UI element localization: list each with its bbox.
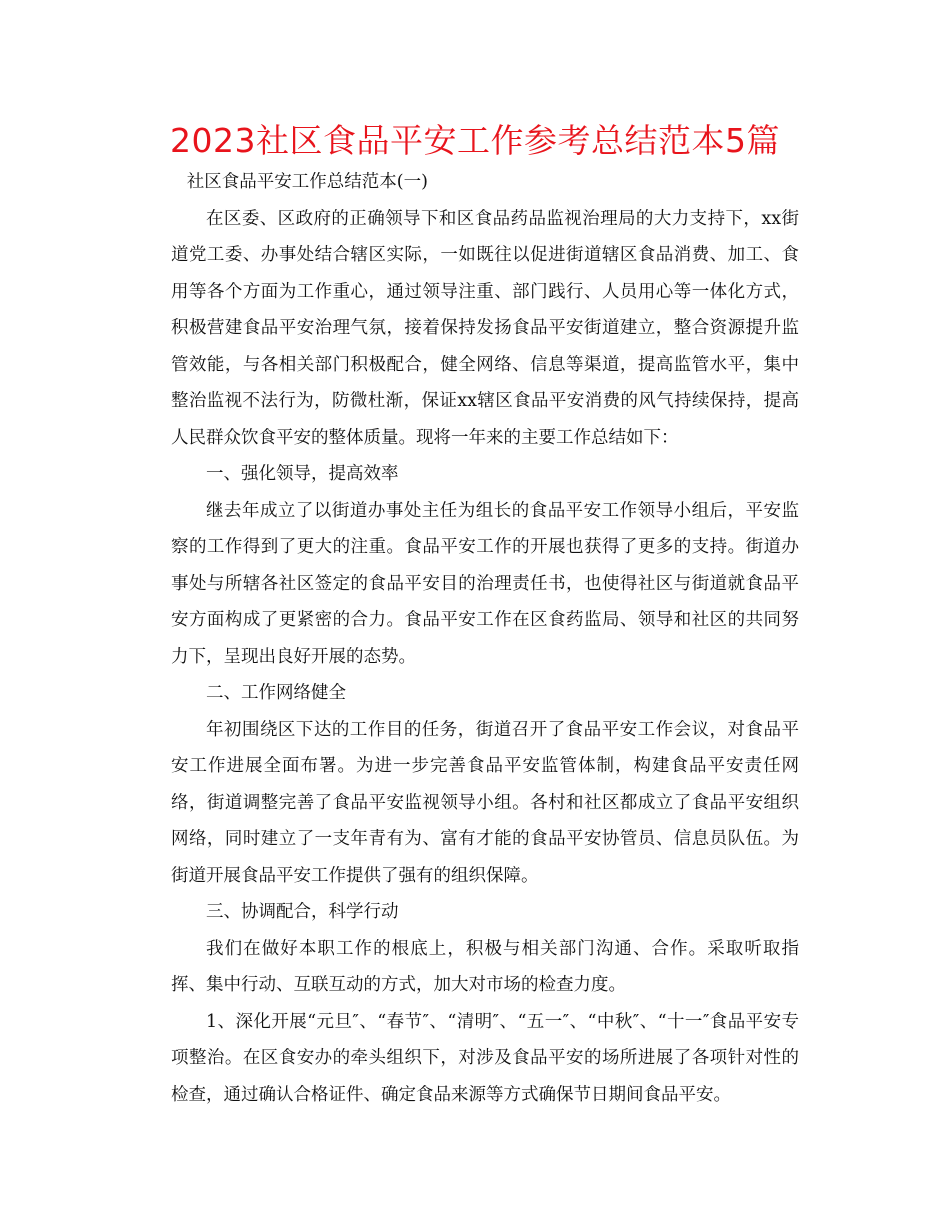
list-item-1: 1、深化开展“元旦″、“春节″、“清明″、“五一″、“中秋″、“十一″食品平安专项整治。在区食安办的牵头组织下，对涉及食品平安的场所进展了各项针对性的检查，通过确认合格证件、确定食品来源等方式确保节日期间食品平安。 — [171, 1011, 799, 1105]
section-heading-1: 一、强化领导，提高效率 — [206, 464, 399, 484]
section-paragraph-1: 继去年成立了以街道办事处主任为组长的食品平安工作领导小组后，平安监察的工作得到了更大的注重。食品平安工作的开展也获得了更多的支持。街道办事处与所辖各社区签定的食品平安目的治理责任书，也使得社区与街道就食品平安方面构成了更紧密的合力。食品平安工作在区食药监局、领导和社区的共同努力下，呈现出良好开展的态势。 — [171, 500, 799, 667]
section-paragraph-2: 年初围绕区下达的工作目的任务，街道召开了食品平安工作会议，对食品平安工作进展全面布署。为进一步完善食品平安监管体制，构建食品平安责任网络，街道调整完善了食品平安监视领导小组。各村和社区都成立了食品平安组织网络，同时建立了一支年青有为、富有才能的食品平安协管员、信息员队伍。为街道开展食品平安工作提供了强有的组织保障。 — [171, 719, 799, 886]
section-heading-2: 二、工作网络健全 — [206, 683, 346, 703]
section-heading-3: 三、协调配合，科学行动 — [206, 902, 399, 922]
document-subtitle: 社区食品平安工作总结范本(一) — [186, 172, 428, 192]
document-body — [171, 164, 799, 1113]
intro-paragraph: 在区委、区政府的正确领导下和区食品药品监视治理局的大力支持下，xx街道党工委、办事处结合辖区实际，一如既往以促进街道辖区食品消费、加工、食用等各个方面为工作重心，通过领导注重、部门践行、人员用心等一体化方式，积极营建食品平安治理气氛，接着保持发扬食品平安街道建立，整合资源提升监管效能，与各相关部门积极配合，健全网络、信息等渠道，提高监管水平，集中整治监视不法行为，防微杜渐，保证xx辖区食品平安消费的风气持续保持，提高人民群众饮食平安的整体质量。现将一年来的主要工作总结如下： — [171, 208, 799, 448]
section-paragraph-3: 我们在做好本职工作的根底上，积极与相关部门沟通、合作。采取听取指挥、集中行动、互联互动的方式，加大对市场的检查力度。 — [171, 938, 799, 995]
document-title: 2023社区食品平安工作参考总结范本5篇 — [170, 121, 780, 160]
